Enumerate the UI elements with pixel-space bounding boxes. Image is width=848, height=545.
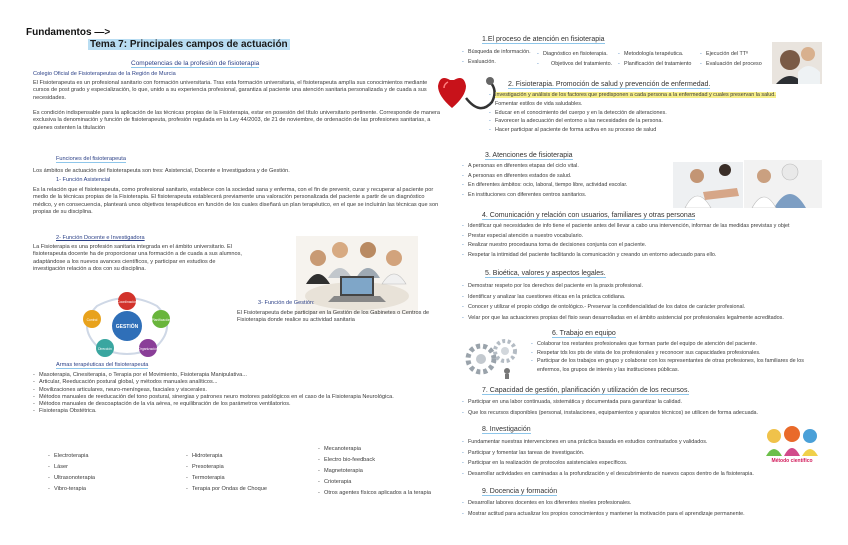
gears-team-image (463, 333, 523, 379)
s1-col-d (700, 49, 780, 69)
armas-list (33, 372, 443, 416)
s7-item: - Que los recursos disponibles (personal, instalaciones, equipamientos y aparatos técnicos) se utilicen de forma adecuada. (462, 408, 832, 419)
elderly-patient-photo (744, 160, 822, 208)
s1-item: - Ejecución del TTº (700, 49, 780, 59)
s6-item: - Respetar tds los pts de vista de los profesionales y reconocer sus capacidades profesionales. (531, 349, 761, 356)
s6-item-text: Colaborar tos restantes profesionales que forman parte del equipo de atención del paciente. (537, 341, 757, 347)
s7-list (462, 397, 832, 418)
funcion-gestion-text: El Fisioterapeuta debe participar en la Gestión de los Gabinetes o Centros de Fisioterapia donde realice su actividad sanitaria (237, 310, 430, 324)
s3-item: - A personas en diferentes estados de salud. (462, 172, 677, 182)
agentes-col-3 (318, 444, 448, 499)
s6-item: - Colaborar tos restantes profesionales que forman parte del equipo de atención del paciente. (531, 341, 757, 347)
s5-item: - Conocer y utilizar el propio código de ontológico.- Preservar la confidencialidad de los datos de carácter profesional. (462, 302, 832, 313)
s8-heading-text: 8. Investigación (482, 426, 531, 433)
metodo-cientifico-image (760, 422, 824, 464)
colegio-heading: Colegio Oficial de Fisioterapeutas de la Región de Murcia (33, 71, 176, 77)
s9-heading-text: 9. Docencia y formación (482, 488, 558, 495)
agente-item: - Crioterapia (318, 477, 448, 488)
gestion-node-0: Coordinación (117, 300, 137, 304)
s7-heading (482, 386, 689, 395)
s2-item-highlight: Investigación y análisis de los factores que predisponen a cada persona a la enfermedad y cuales preservan la salud. (495, 92, 776, 98)
s2-heading (508, 80, 710, 89)
s8-list (462, 437, 792, 479)
s3-heading (485, 151, 573, 160)
s2-item: - Fomentar estilos de vida saludables. (489, 100, 829, 109)
s4-item: - Prestar especial atención a nuestro vocabulario. (462, 232, 832, 242)
gestion-center-label: GESTIÓN (115, 324, 139, 330)
s2-item: - Educar en el conocimiento del cuerpo y en la detección de alteraciones. (489, 109, 829, 118)
gestion-node-3: Dirección (98, 347, 112, 351)
s4-item: - Respetar la intimidad del paciente facilitando la comunicación y creando un entorno adecuado para ello. (462, 251, 832, 261)
agente-item: - Hidroterapia (186, 451, 306, 462)
agente-item: - Otros agentes físicos aplicados a la terapia (318, 488, 448, 499)
s5-item: - Demostrar respeto por los derechos del paciente en la praxis profesional. (462, 281, 832, 292)
therapist-knee-photo (673, 162, 743, 208)
s2-heading-text: 2. Fisioterapia. Promoción de salud y prevención de enfermedad. (508, 81, 711, 88)
funcion-docente-heading-text: 2- Función Docente e Investigadora (56, 235, 145, 241)
s3-heading-text: 3. Atenciones de fisioterapia (485, 152, 573, 159)
s7-heading-text: 7. Capacidad de gestión, planificación y utilización de los recursos. (482, 387, 690, 394)
s6-item: - Participar de los trabajos en grupo y colaborar con los representantes de otras profesiones, los familiares de los enfermos, los grupos de interés y las instituciones públicas. (531, 358, 804, 373)
competencias-subtitle (131, 60, 259, 67)
funcion-asistencial-text: Es la relación que el fisioterapeuta, como profesional sanitario, establece con la sociedad sana y enferma, con el fin de prevenir, curar y recuperar al paciente por medio de la técnicas propias de la Fisioterapia. El fisioterapeuta establecerá previamente una valoración personalizada del paciente a partir de un diagnóstico médico, y en consecuencia, planteará unos objetivos terapéuticos en función de los cuales diseñará un plan terapéutico, en el que se incluirán las técnicas que son propias de su disciplina. (33, 187, 439, 215)
agentes-col-1 (48, 451, 168, 495)
funciones-intro: Los ámbitos de actuación del fisioterapeuta son tres: Asistencial, Docente e Investigadora y de Gestión. (33, 168, 290, 174)
agente-item: - Presoterapia (186, 462, 306, 473)
armas-item: - Movilizaciones articulares, neuro-meníngeas, fasciales y viscerales. (33, 387, 443, 394)
s8-item: - Participar y fomentar las tareas de investigación. (462, 448, 792, 459)
agente-item: - Ultrasonoterapia (48, 473, 168, 484)
agente-item: - Electro bio-feedback (318, 455, 448, 466)
s3-item: - En instituciones con diferentes centros sanitarios. (462, 191, 677, 201)
gestion-node-1: Planificación (151, 318, 171, 322)
agente-item: - Mecanoterapia (318, 444, 448, 455)
s5-heading-text: 5. Bioética, valores y aspectos legales. (485, 270, 606, 277)
tema-title-text: Tema 7: Principales campos de actuación (90, 39, 288, 50)
agente-item: - Magnetoterapia (318, 466, 448, 477)
funciones-heading (56, 156, 126, 163)
s1-item: - Planificación del tratamiento (618, 59, 708, 69)
s4-item: - Realizar nuestro procedauna toma de decisiones conjunta con el paciente. (462, 241, 832, 251)
s5-item: - Velar por que las actuaciones propias del fisio sean desarrolladas en el ámbito asistencial por profesionales legalmente acreditados. (462, 313, 832, 324)
agente-item: - Láser (48, 462, 168, 473)
intro-paragraph-2: Es condición indispensable para la aplicación de las técnicas propias de la Fisioterapia, estar en posesión del título universitario pertinente. Corresponde de manera exclusiva la denominación y función de fisioterapeuta, profesión regulada en la Ley 44/2003, de 21 de noviembre, de ordenación de las profesiones sanitarias, a quienes ostenten la titulación (33, 110, 441, 131)
s1-item: - Metodología terapéutica. (618, 49, 708, 59)
fundamentos-title: Fundamentos —> (26, 27, 111, 38)
s1-item: - Diagnóstico en fisioterapia. (537, 49, 622, 59)
s1-heading-text: 1.El proceso de atención en fisioterapia (482, 36, 605, 43)
s3-item: - En diferentes ámbitos: ocio, laboral, tiempo libre, actividad escolar. (462, 181, 677, 191)
s1-col-c (618, 49, 708, 69)
s2-item (489, 91, 829, 100)
s1-col-b (537, 49, 622, 69)
funcion-docente-heading (56, 235, 145, 242)
funcion-docente-text: La Fisioterapia es una profesión sanitaria integrada en el ámbito universitario. El fisioterapeuta docente ha de proporcionar una formación a de cuada a sus alumnos, adaptándose a los nuevos avances científicos, y participar en estudios de investigación relación a dos con su disciplina. (33, 244, 242, 272)
s2-item: - Hacer participar al paciente de forma activa en su proceso de salud (489, 126, 829, 135)
s6-heading-text: 6. Trabajo en equipo (552, 330, 616, 337)
s6-item-text: Respetar tds los pts de vista de los profesionales y reconocer sus capacidades profesionales. (537, 349, 761, 356)
s4-list (462, 222, 832, 260)
s2-list (489, 91, 829, 135)
s8-heading (482, 425, 531, 434)
s4-item: - Identificar qué necesidades de info tiene el paciente antes del llevar a cabo una intervención, informar de las medidas previstas y objet (462, 222, 832, 232)
armas-item: - Articular, Reeducación postural global, y métodos manuales analíticos... (33, 379, 443, 386)
s8-item: - Participar en la realización de protocolos asistenciales específicos. (462, 458, 792, 469)
s1-col-a (462, 47, 542, 67)
s6-heading (552, 329, 616, 338)
s5-item: - Identificar y analizar las cuestiones éticas en la práctica cotidiana. (462, 292, 832, 303)
s9-item: - Desarrollar labores docentes en los diferentes niveles profesionales. (462, 498, 832, 509)
therapist-neck-photo (772, 42, 822, 84)
s9-item: - Mostrar actitud para actualizar los propios conocimientos y mantener la motivación para el aprendizaje permanente. (462, 509, 832, 520)
armas-item: - Métodos manuales de descoaptación de la vía aérea, re equilibración de los parámetros ventilatorios. (33, 401, 443, 408)
s1-item: - Búsqueda de información. (462, 47, 542, 57)
s1-heading (482, 35, 605, 44)
s8-item: - Desarrollar actividades en caminadas a la profundización y el descubrimiento de nuevos capos dentro de la fisioterapia. (462, 469, 792, 480)
armas-item: - Fisioterapia Obstétrica. (33, 408, 443, 415)
funcion-asistencial-heading: 1- Función Asistencial (56, 177, 111, 183)
funciones-heading-text: Funciones del fisioterapeuta (56, 156, 126, 162)
s5-heading (485, 269, 606, 278)
intro-paragraph-1: El Fisioterapeuta es un profesional sanitario con formación universitaria. Tras esta formación universitaria, el fisioterapeuta amplía sus conocimientos mediante cursos de post grado y especialización, lo que, unido a su experiencia profesional, garantiza al paciente una atención sanitaria personalizada y de cuada a sus necesidades. (33, 80, 428, 101)
tema-title (88, 39, 290, 50)
agente-item: - Terapia por Ondas de Choque (186, 484, 306, 495)
agente-item: - Electroterapia (48, 451, 168, 462)
s6-list (531, 340, 826, 374)
funcion-gestion-heading: 3- Función de Gestión: (258, 300, 315, 306)
s2-item: - Favorecer la adecuación del entorno a las necesidades de la persona. (489, 117, 829, 126)
armas-item: - Métodos manuales de reeducación del tono postural, sinergias y patrones neuro motores patológicos en el caso de la Fisioterapia Neurológica. (33, 394, 443, 401)
gestion-node-4: Control (86, 318, 98, 322)
agentes-col-2 (186, 451, 306, 495)
s4-heading-text: 4. Comunicación y relación con usuarios, familiares y otras personas (482, 212, 696, 219)
armas-item: - Masoterapia, Cinesiterapia, o Terapia por el Movimiento, Fisioterapia Manipulativa... (33, 372, 443, 379)
s6-item-text: Participar de los trabajos en grupo y colaborar con los representantes de otras profesiones, los familiares de los enfermos, los grupos de interés y las instituciones públicas. (537, 358, 804, 373)
s8-item: - Fundamentar nuestras intervenciones en una práctica basada en estudios contrastados y validados. (462, 437, 792, 448)
s1-item: - Evaluación del proceso (700, 59, 780, 69)
s5-list (462, 281, 832, 323)
competencias-subtitle-text: Competencias de la profesión de fisioterapia (131, 60, 260, 67)
gestion-diagram (75, 292, 180, 360)
s1-item: - Objetivos del tratamiento. (537, 59, 622, 69)
agente-item: - Termoterapia (186, 473, 306, 484)
s3-item: - A personas en diferentes etapas del ciclo vital. (462, 162, 677, 172)
s9-heading (482, 487, 557, 496)
metodo-cientifico-label: Método científico (771, 458, 813, 464)
gestion-node-2: Organización (138, 347, 158, 351)
armas-heading (56, 362, 148, 369)
agente-item: - Vibro-terapia (48, 484, 168, 495)
s3-list (462, 162, 677, 200)
s7-item: - Participar en una labor continuada, sistemática y documentada para garantizar la calidad. (462, 397, 832, 408)
s1-item: - Evaluación. (462, 57, 542, 67)
s4-heading (482, 211, 695, 220)
s9-list (462, 498, 832, 519)
armas-heading-text: Armas terapéuticas del fisioterapeuta (56, 362, 149, 368)
